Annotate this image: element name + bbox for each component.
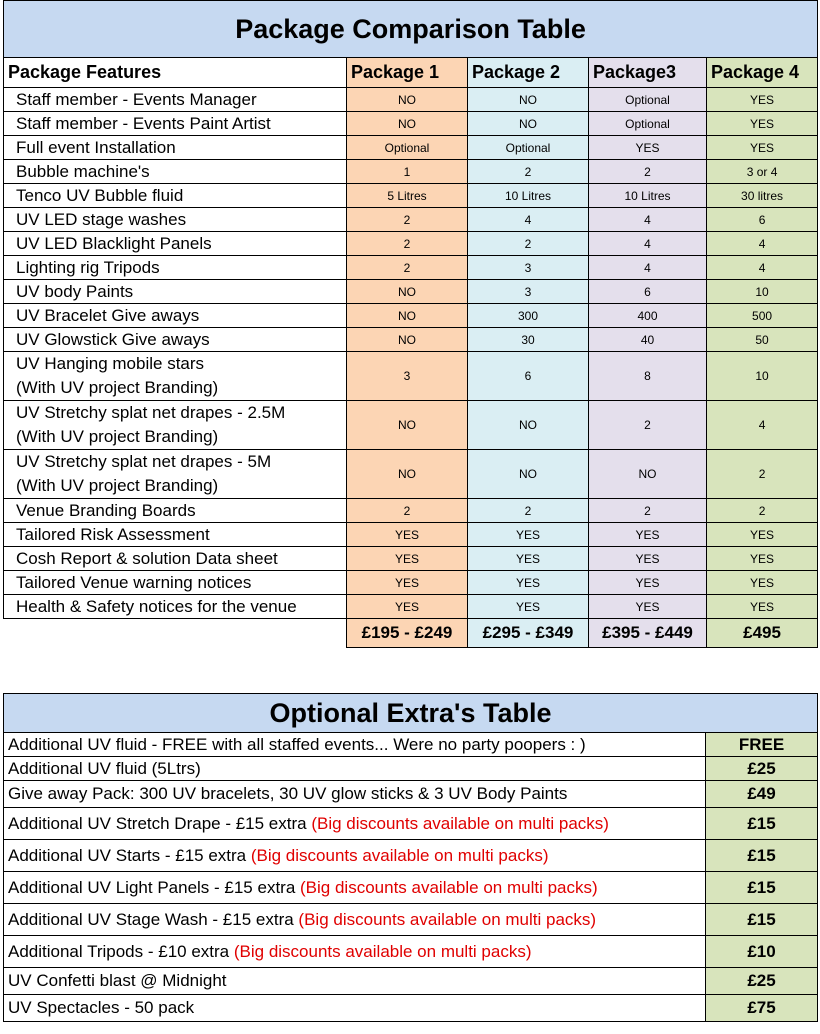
package-1-value: NO [347,401,468,450]
package-1-value: YES [347,547,468,571]
package-3-value: 2 [589,160,707,184]
feature-line: (With UV project Branding) [16,476,219,495]
extra-row [4,904,818,936]
comparison-title: Package Comparison Table [4,1,818,58]
package-3-value: 4 [589,208,707,232]
extra-discount-note: (Big discounts available on multi packs) [311,813,609,833]
extra-description [4,872,706,904]
extra-text: Additional Tripods - £10 extra [8,941,234,961]
package-1-value: YES [347,523,468,547]
package-2-value: 10 Litres [468,184,589,208]
package-1-header: Package 1 [347,58,468,88]
package-2-value: 3 [468,256,589,280]
package-4-value: YES [707,523,818,547]
extra-text: UV Spectacles - 50 pack [8,998,195,1017]
package-3-value: Optional [589,112,707,136]
feature-label [4,328,347,352]
table-row [4,184,818,208]
package-2-value: NO [468,450,589,499]
package-3-value: YES [589,547,707,571]
package-1-value: 2 [347,256,468,280]
feature-label [4,450,347,499]
package-4-value: YES [707,88,818,112]
extra-row [4,872,818,904]
package-4-value: YES [707,595,818,619]
package-3-value: 4 [589,232,707,256]
feature-line: UV Hanging mobile stars [16,354,205,373]
package-3-value: NO [589,450,707,499]
extra-text: Additional UV Stretch Drape - £15 extra [8,813,312,833]
package-1-value: Optional [347,136,468,160]
package-2-value: YES [468,595,589,619]
extra-price: £15 [706,872,818,904]
feature-label [4,352,347,401]
extra-discount-note: (Big discounts available on multi packs) [300,877,598,897]
package-1-value: 2 [347,499,468,523]
table-row [4,112,818,136]
price-row [4,619,818,648]
feature-label [4,112,347,136]
table-row [4,547,818,571]
package-4-value: 6 [707,208,818,232]
package-2-value: 6 [468,352,589,401]
feature-line: UV body Paints [16,282,134,301]
extra-row [4,808,818,840]
table-row [4,88,818,112]
feature-line: Lighting rig Tripods [16,258,160,277]
table-row [4,352,818,401]
feature-label [4,88,347,112]
package-4-price: £495 [707,619,818,648]
feature-line: UV Stretchy splat net drapes - 5M [16,452,272,471]
feature-label [4,523,347,547]
feature-label [4,136,347,160]
feature-label [4,160,347,184]
package-2-value: 4 [468,208,589,232]
feature-label [4,499,347,523]
package-2-price: £295 - £349 [468,619,589,648]
package-4-value: 3 or 4 [707,160,818,184]
package-4-value: 4 [707,256,818,280]
package-2-value: Optional [468,136,589,160]
package-4-value: 4 [707,232,818,256]
extra-row [4,936,818,968]
package-4-value: 500 [707,304,818,328]
package-2-value: NO [468,112,589,136]
table-row [4,256,818,280]
package-4-value: YES [707,112,818,136]
package-2-value: 30 [468,328,589,352]
extra-price: £25 [706,757,818,781]
package-3-value: 2 [589,401,707,450]
package-1-value: NO [347,450,468,499]
table-row [4,523,818,547]
feature-label [4,571,347,595]
extra-row [4,968,818,995]
package-2-value: 2 [468,160,589,184]
extra-text: Additional UV Light Panels - £15 extra [8,877,301,897]
extra-text: Additional UV fluid (5Ltrs) [8,758,201,778]
package-2-value: YES [468,571,589,595]
package-3-value: YES [589,523,707,547]
feature-line: UV LED Blacklight Panels [16,234,212,253]
package-2-header: Package 2 [468,58,589,88]
extra-row [4,995,818,1022]
extra-text: UV Confetti blast @ Midnight [8,971,227,990]
package-1-value: 2 [347,232,468,256]
package-1-value: YES [347,595,468,619]
extra-price: £25 [706,968,818,995]
feature-label [4,280,347,304]
feature-line: (With UV project Branding) [16,427,219,446]
features-header: Package Features [4,58,347,88]
table-row [4,136,818,160]
package-3-value: 400 [589,304,707,328]
extra-row [4,757,818,781]
table-row [4,280,818,304]
table-row [4,208,818,232]
package-4-value: 10 [707,352,818,401]
feature-line: Cosh Report & solution Data sheet [16,549,278,568]
table-row [4,232,818,256]
package-1-value: 5 Litres [347,184,468,208]
feature-line: (With UV project Branding) [16,378,219,397]
package-comparison-table [3,0,818,648]
feature-line: Staff member - Events Manager [16,90,257,109]
package-1-value: 2 [347,208,468,232]
extra-price: £49 [706,781,818,808]
feature-line: Bubble machine's [16,162,150,181]
table-row [4,401,818,450]
package-4-value: YES [707,547,818,571]
package-4-value: 50 [707,328,818,352]
extra-row [4,733,818,757]
extra-row [4,781,818,808]
feature-label [4,184,347,208]
package-1-value: NO [347,328,468,352]
package-2-value: NO [468,401,589,450]
feature-line: UV Glowstick Give aways [16,330,210,349]
feature-line: Tailored Venue warning notices [16,573,252,592]
extra-text: Additional UV Stage Wash - £15 extra [8,909,299,929]
package-3-value: YES [589,595,707,619]
package-2-value: NO [468,88,589,112]
extra-discount-note: (Big discounts available on multi packs) [298,909,597,929]
extra-description [4,781,706,808]
package-4-value: 30 litres [707,184,818,208]
extra-price: £15 [706,904,818,936]
feature-label [4,401,347,450]
package-3-value: 8 [589,352,707,401]
extra-description [4,936,706,968]
feature-line: Full event Installation [16,138,176,157]
table-row [4,328,818,352]
feature-line: Tailored Risk Assessment [16,525,210,544]
price-row-spacer [4,619,347,648]
feature-label [4,304,347,328]
feature-label [4,547,347,571]
extra-discount-note: (Big discounts available on multi packs) [250,845,549,865]
table-row [4,571,818,595]
package-1-value: YES [347,571,468,595]
package-4-value: 2 [707,499,818,523]
optional-extras-table [3,693,818,1022]
feature-label [4,256,347,280]
package-4-value: YES [707,136,818,160]
feature-line: Venue Branding Boards [16,501,196,520]
package-3-value: 6 [589,280,707,304]
package-1-value: 3 [347,352,468,401]
extra-description [4,904,706,936]
extra-price: FREE [706,733,818,757]
package-4-header: Package 4 [707,58,818,88]
package-3-price: £395 - £449 [589,619,707,648]
table-row [4,160,818,184]
extra-description [4,995,706,1022]
package-4-value: 10 [707,280,818,304]
extra-price: £75 [706,995,818,1022]
feature-line: Health & Safety notices for the venue [16,597,297,616]
extra-description [4,840,706,872]
table-row [4,499,818,523]
package-2-value: 3 [468,280,589,304]
package-1-price: £195 - £249 [347,619,468,648]
table-row [4,595,818,619]
feature-line: UV Bracelet Give aways [16,306,200,325]
feature-line: Staff member - Events Paint Artist [16,114,271,133]
extra-discount-note: (Big discounts available on multi packs) [233,941,532,961]
extra-price: £10 [706,936,818,968]
extra-row [4,840,818,872]
package-3-header: Package3 [589,58,707,88]
package-4-value: YES [707,571,818,595]
feature-line: UV LED stage washes [16,210,187,229]
feature-label [4,595,347,619]
package-3-value: YES [589,136,707,160]
package-3-value: 2 [589,499,707,523]
extra-text: Give away Pack: 300 UV bracelets, 30 UV glow sticks & 3 UV Body Paints [8,784,568,803]
package-3-value: 10 Litres [589,184,707,208]
package-2-value: 2 [468,499,589,523]
package-1-value: NO [347,304,468,328]
table-row [4,304,818,328]
package-3-value: Optional [589,88,707,112]
feature-label [4,208,347,232]
package-3-value: 40 [589,328,707,352]
package-2-value: YES [468,523,589,547]
package-1-value: NO [347,88,468,112]
package-2-value: 2 [468,232,589,256]
feature-line: UV Stretchy splat net drapes - 2.5M [16,403,286,422]
package-4-value: 2 [707,450,818,499]
package-1-value: NO [347,280,468,304]
package-2-value: 300 [468,304,589,328]
package-3-value: 4 [589,256,707,280]
feature-label [4,232,347,256]
extra-text: Additional UV fluid - FREE with all staffed events... Were no party poopers : ) [8,734,586,754]
table-row [4,450,818,499]
extra-text: Additional UV Starts - £15 extra [8,845,251,865]
package-3-value: YES [589,571,707,595]
feature-line: Tenco UV Bubble fluid [16,186,184,205]
extra-description [4,968,706,995]
extra-description [4,808,706,840]
package-1-value: NO [347,112,468,136]
package-4-value: 4 [707,401,818,450]
package-2-value: YES [468,547,589,571]
extra-price: £15 [706,808,818,840]
extras-title: Optional Extra's Table [4,694,818,733]
package-1-value: 1 [347,160,468,184]
extra-description [4,757,706,781]
extra-description [4,733,706,757]
extra-price: £15 [706,840,818,872]
